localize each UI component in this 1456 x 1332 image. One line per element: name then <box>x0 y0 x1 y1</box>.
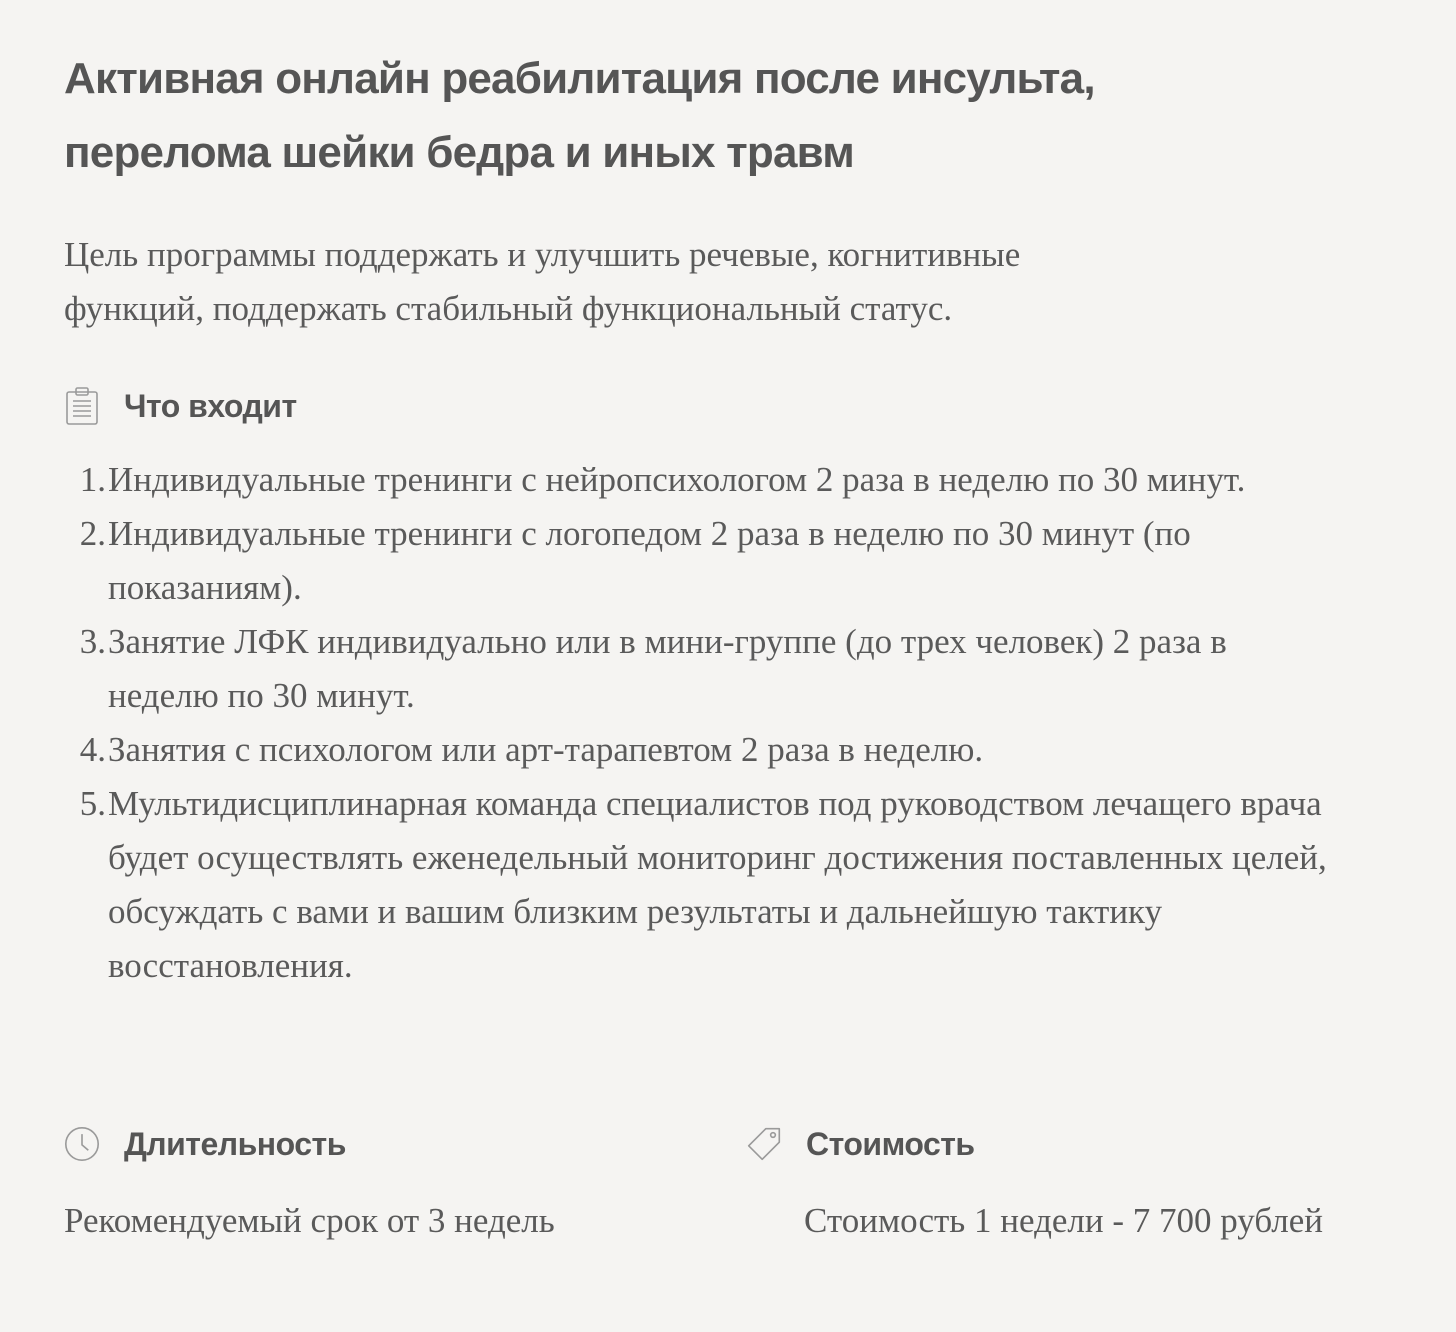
price-tag-icon <box>746 1124 782 1164</box>
list-item <box>64 615 1334 723</box>
list-item-number: 3. <box>79 622 106 661</box>
duration-text: Рекомендуемый срок от 3 недель <box>64 1201 555 1240</box>
list-item-number: 2. <box>79 514 106 553</box>
clock-icon <box>64 1124 100 1164</box>
list-item <box>64 723 1334 777</box>
program-title: Активная онлайн реабилитация после инсульта, перелома шейки бедра и иных травм <box>64 54 1095 177</box>
list-item-text: Индивидуальные тренинги с логопедом 2 раза в неделю по 30 минут (по показаниям). <box>108 514 1191 607</box>
includes-section-heading <box>64 386 297 426</box>
price-heading-label: Стоимость <box>806 1125 975 1162</box>
price-text: Стоимость 1 недели - 7 700 рублей <box>804 1201 1324 1240</box>
list-item <box>64 453 1334 507</box>
list-item <box>64 507 1334 615</box>
list-item-number: 5. <box>79 784 106 823</box>
list-item-text: Занятия с психологом или арт-тарапевтом 2 раза в неделю. <box>108 730 984 769</box>
price-section-heading <box>746 1124 975 1164</box>
program-description: Цель программы поддержать и улучшить речевые, когнитивные функций, поддержать стабильный функциональный статус. <box>64 235 1021 328</box>
list-item <box>64 777 1334 993</box>
list-item-number: 4. <box>79 730 106 769</box>
list-item-text: Занятие ЛФК индивидуально или в мини-группе (до трех человек) 2 раза в неделю по 30 минут. <box>108 622 1227 715</box>
clipboard-icon <box>64 386 100 426</box>
duration-section-heading <box>64 1124 346 1164</box>
duration-heading-label: Длительность <box>124 1125 346 1162</box>
includes-heading-label: Что входит <box>124 387 297 424</box>
includes-list <box>64 453 1334 993</box>
list-item-text: Мультидисциплинарная команда специалистов под руководством лечащего врача будет осуществлять еженедельный мониторинг достижения поставленных целей, обсуждать с вами и вашим близким результаты и дальнейшую тактику восстановления. <box>108 784 1327 985</box>
list-item-text: Индивидуальные тренинги с нейропсихологом 2 раза в неделю по 30 минут. <box>108 460 1246 499</box>
list-item-number: 1. <box>79 460 106 499</box>
